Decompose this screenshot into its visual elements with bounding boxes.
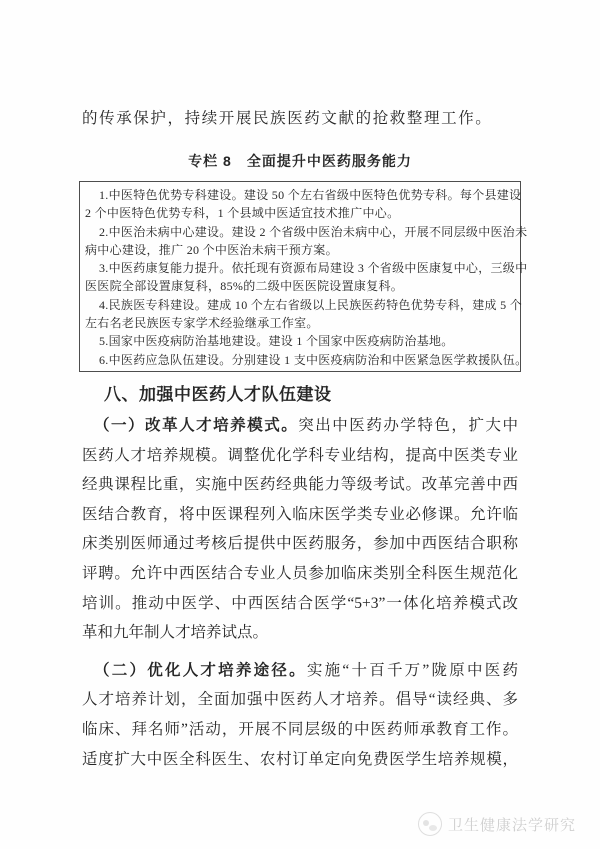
para-text: 突出中医药办学特色，扩大中 [298, 416, 518, 434]
paragraph-2 [82, 656, 518, 774]
intro-line: 的传承保护，持续开展民族医药文献的抢救整理工作。 [82, 110, 493, 127]
box8-line: 2 个中医特色优势专科，1 个县域中医适宜技术推广中心。 [85, 206, 400, 221]
box8-line: 医医院全部设置康复科，85%的二级中医医院设置康复科。 [85, 279, 404, 294]
para-line: 临床、拜名师”活动，开展不同层级的中医药师承教育工作。 [82, 720, 518, 738]
box8-line: 4.民族医专科建设。建成 10 个左右省级以上民族医药特色优势专科，建成 5 个 [99, 297, 523, 312]
box8-line: 1.中医特色优势专科建设。建设 50 个左右省级中医特色优势专科。每个县建设 [99, 188, 522, 202]
para-line: 人才培养计划，全面加强中医药人才培养。倡导“读经典、多 [82, 691, 518, 709]
box8-line: 5.国家中医疫病防治基地建设。建设 1 个国家中医疫病防治基地。 [99, 334, 454, 349]
watermark-logo-icon [418, 812, 442, 836]
para-line: 评聘。允许中西医结合专业人员参加临床类别全科医生规范化 [82, 564, 518, 582]
para-line: 培训。推动中医学、中西医结合医学“5+3”一体化培养模式改 [82, 594, 518, 612]
box8-line: 病中心建设，推广 20 个中医治未病干预方案。 [85, 242, 338, 257]
para-line [82, 411, 518, 441]
box8-title: 专栏 8 全面提升中医药服务能力 [188, 153, 412, 169]
box8-line: 3.中医药康复能力提升。依托现有资源布局建设 3 个省级中医康复中心，三级中 [99, 261, 528, 276]
para-line: 革和九年制人才培养试点。 [82, 624, 269, 642]
paragraph-1 [82, 411, 518, 648]
para-line: 医结合教育，将中医课程列入临床医学类专业必修课。允许临 [82, 505, 518, 523]
para-line: 经典课程比重，实施中医药经典能力等级考试。改革完善中西 [82, 476, 518, 494]
para-line: 医药人才培养规模。调整优化学科专业结构，提高中医类专业 [82, 446, 518, 464]
section-heading: 八、加强中医药人才队伍建设 [104, 384, 332, 404]
box8-line: 左右名老民族医专家学术经验继承工作室。 [85, 316, 319, 331]
watermark-label: 卫生健康法学研究 [447, 816, 576, 834]
para-lead-in: （一）改革人才培养模式。 [94, 416, 299, 434]
watermark [418, 812, 576, 836]
para-line: 床类别医师通过考核后提供中医药服务，参加中西医结合职称 [82, 535, 518, 553]
para-lead-in: （二）优化人才培养途径。 [94, 661, 307, 679]
box8-panel [79, 181, 528, 372]
para-line: 适度扩大中医全科医生、农村订单定向免费医学生培养规模， [82, 750, 518, 768]
para-text: 实施“十百千万”陇原中医药 [306, 661, 518, 679]
para-line [82, 656, 518, 686]
box8-line: 6.中医药应急队伍建设。分别建设 1 支中医疫病防治和中医紧急医学救援队伍。 [99, 352, 528, 367]
box8-line: 2.中医治未病中心建设。建设 2 个省级中医治未病中心，开展不同层级中医治未 [99, 224, 528, 239]
